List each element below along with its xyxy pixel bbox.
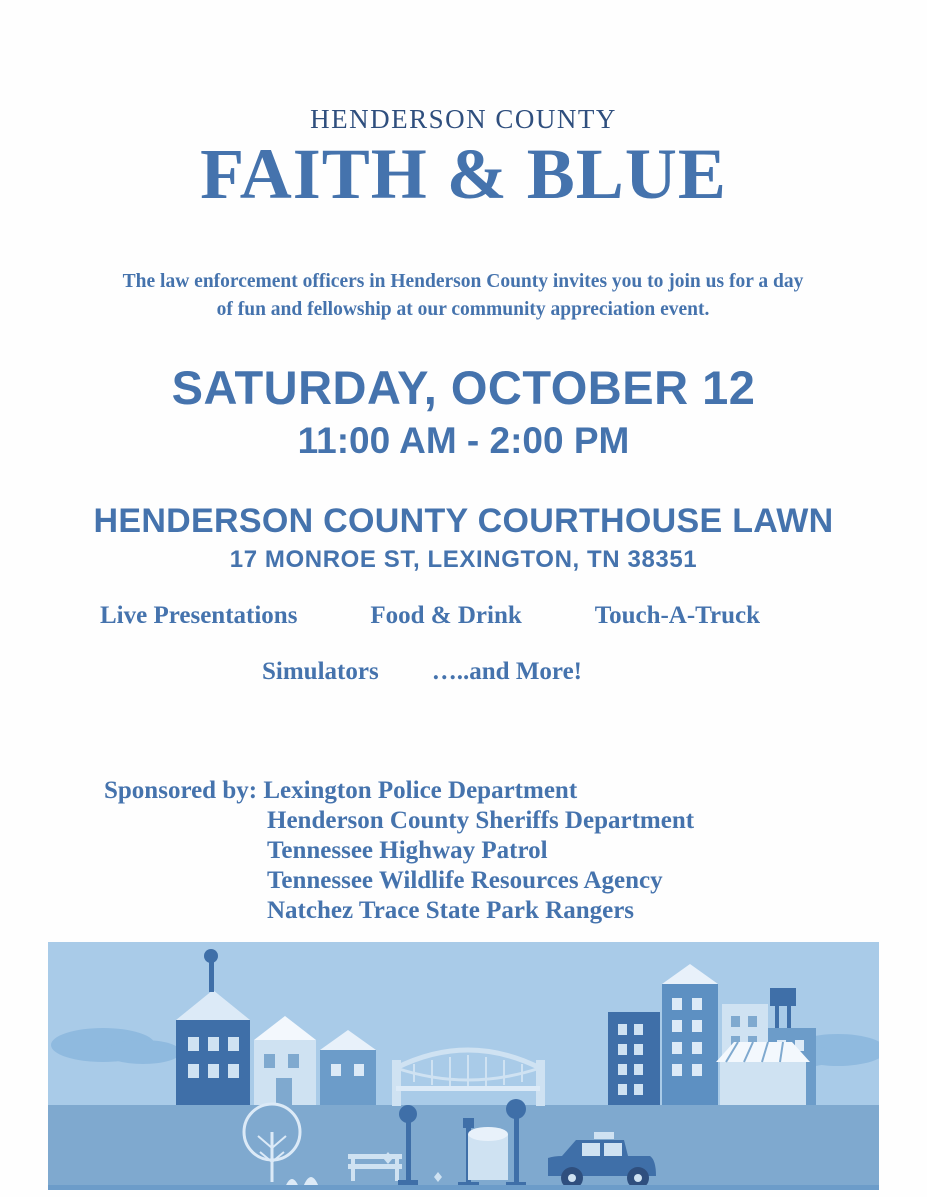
- sponsor-item: Natchez Trace State Park Rangers: [267, 897, 635, 924]
- town-skyline-illustration: [48, 942, 879, 1190]
- event-date: SATURDAY, OCTOBER 12: [171, 361, 756, 414]
- feature-item: Simulators: [262, 658, 379, 685]
- event-time: 11:00 AM - 2:00 PM: [297, 420, 630, 461]
- feature-item: …..and More!: [431, 658, 582, 685]
- feature-item: Live Presentations: [100, 602, 298, 629]
- flyer-kicker: HENDERSON COUNTY: [310, 104, 617, 134]
- feature-item: Food & Drink: [370, 602, 522, 629]
- page-title: FAITH & BLUE: [200, 134, 727, 214]
- feature-item: Touch-A-Truck: [594, 602, 760, 629]
- event-address: 17 MONROE ST, LEXINGTON, TN 38351: [229, 546, 698, 573]
- event-venue: HENDERSON COUNTY COURTHOUSE LAWN: [93, 502, 834, 540]
- features-row-primary: [100, 602, 760, 630]
- sponsor-item: Tennessee Wildlife Resources Agency: [267, 867, 663, 894]
- features-row-secondary: [262, 658, 582, 686]
- sponsor-item: Henderson County Sheriffs Department: [267, 807, 695, 834]
- sponsor-label-line: Sponsored by: Lexington Police Department: [104, 777, 578, 804]
- intro-paragraph: The law enforcement officers in Henderson County invites you to join us for a day of fun and fellowship at our community appreciation event.: [122, 271, 804, 321]
- sponsors-block: [104, 776, 694, 926]
- sponsor-item: Tennessee Highway Patrol: [267, 837, 548, 864]
